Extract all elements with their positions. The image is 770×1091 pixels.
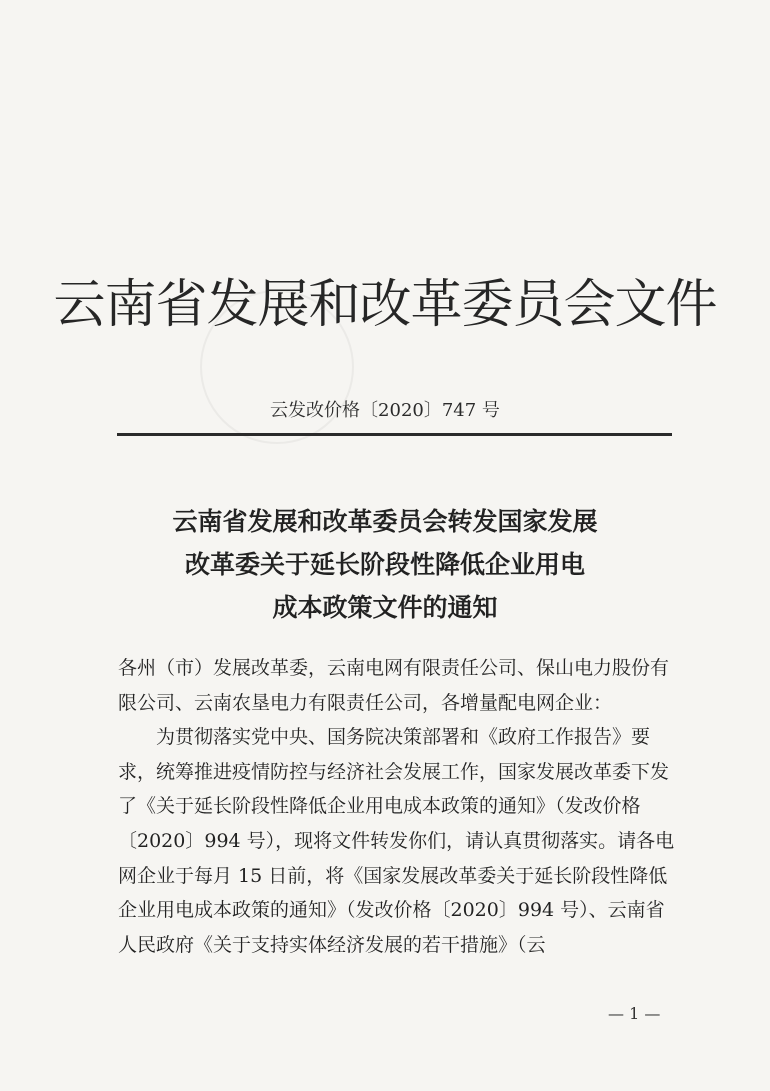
document-number: 云发改价格〔2020〕747 号 <box>270 400 500 421</box>
document-title <box>0 500 770 629</box>
page-number: — 1 — <box>608 1004 661 1023</box>
body-paragraph-1: 为贯彻落实党中央、国务院决策部署和《政府工作报告》要求，统筹推进疫情防控与经济社会发展工作，国家发展改革委下发了《关于延长阶段性降低企业用电成本政策的通知》（发改价格〔2020〕994 号），现将文件转发你们，请认真贯彻落实。请各电网企业于每月 15 日前，将《国家发展改革委关于延长阶段性降低企业用电成本政策的通知》（发改价格〔2020〕994 号）、云南省人民政府《关于支持实体经济发展的若干措施》（云 <box>118 726 675 956</box>
title-line-3: 成本政策文件的通知 <box>272 593 498 622</box>
document-masthead: 云南省发展和改革委员会文件 <box>53 275 717 335</box>
title-line-1: 云南省发展和改革委员会转发国家发展 <box>172 507 598 536</box>
title-line-2: 改革委关于延长阶段性降低企业用电 <box>184 550 585 579</box>
header-divider-line <box>117 433 672 436</box>
addressee-paragraph: 各州（市）发展改革委，云南电网有限责任公司、保山电力股份有限公司、云南农垦电力有限责任公司，各增量配电网企业： <box>118 657 670 714</box>
document-body <box>118 651 678 962</box>
